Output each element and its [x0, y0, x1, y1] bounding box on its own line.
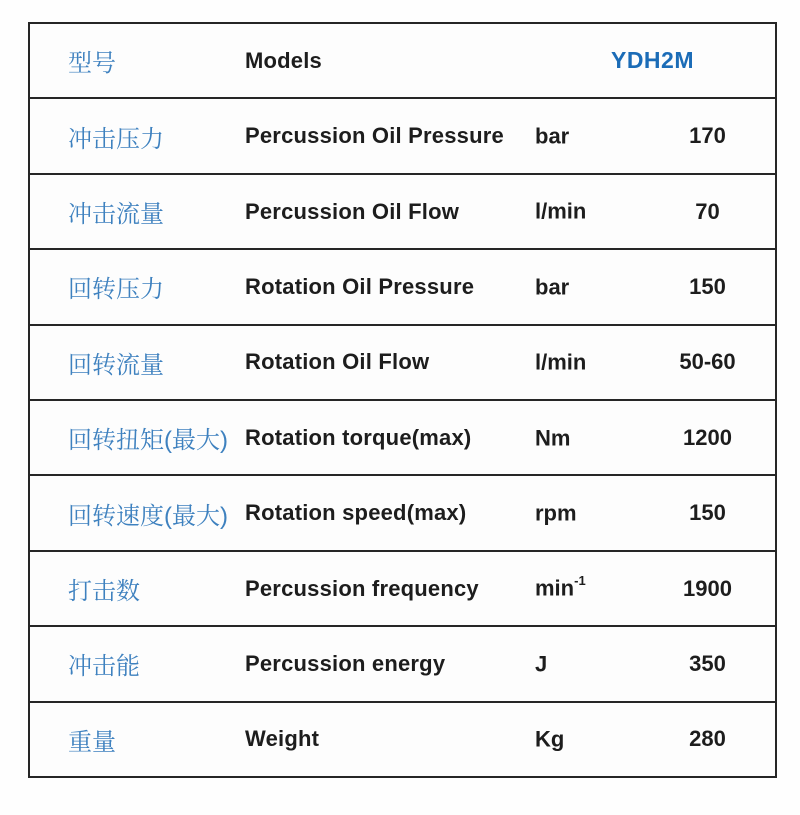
spec-row-weight: [30, 701, 775, 776]
row-value: 50-60: [679, 349, 736, 375]
row-value: 1900: [683, 575, 732, 601]
row-cn-label: 冲击能: [68, 653, 140, 681]
row-cn-label: 打击数: [68, 578, 140, 606]
row-cn-label: 冲击压力: [68, 125, 164, 153]
spec-header-row: [30, 24, 775, 97]
spec-row-percussion-energy: [30, 625, 775, 700]
header-model-value: YDH2M: [610, 47, 694, 74]
spec-row-percussion-frequency: [30, 550, 775, 625]
row-value: 170: [689, 123, 726, 149]
row-value: 70: [695, 198, 720, 224]
spec-row-rotation-oil-pressure: [30, 248, 775, 323]
row-value: 1200: [683, 424, 732, 450]
row-cn-label: 回转压力: [68, 276, 164, 304]
spec-row-percussion-oil-pressure: [30, 97, 775, 172]
row-en-label: Rotation Oil Pressure: [245, 273, 475, 299]
row-en-label: Percussion Oil Pressure: [245, 123, 504, 149]
row-cn-label: 回转流量: [68, 351, 164, 379]
row-unit: l/min: [535, 349, 587, 375]
row-en-label: Rotation speed(max): [245, 500, 467, 526]
spec-row-rotation-oil-flow: [30, 324, 775, 399]
spec-row-rotation-speed-max: [30, 474, 775, 549]
header-cn-label: 型号: [68, 50, 116, 78]
row-en-label: Percussion energy: [245, 650, 446, 676]
row-cn-label: 重量: [68, 728, 116, 756]
row-value: 280: [689, 726, 726, 752]
spec-table: [28, 22, 777, 778]
row-cn-label: 回转速度(最大): [68, 502, 228, 530]
row-unit: Kg: [535, 726, 565, 752]
row-value: 350: [689, 650, 726, 676]
row-unit: $\min^{-1}$: [535, 573, 586, 601]
spec-row-rotation-torque-max: [30, 399, 775, 474]
row-unit: J: [535, 651, 548, 677]
row-en-label: Weight: [245, 726, 320, 752]
row-unit: l/min: [535, 198, 587, 224]
row-unit: bar: [535, 123, 570, 149]
row-en-label: Percussion Oil Flow: [245, 198, 460, 224]
row-cn-label: 回转扭矩(最大): [68, 427, 228, 455]
row-en-label: Rotation torque(max): [245, 424, 472, 450]
row-value: 150: [689, 273, 726, 299]
row-en-label: Percussion frequency: [245, 575, 479, 601]
spec-row-percussion-oil-flow: [30, 173, 775, 248]
row-unit: rpm: [535, 500, 577, 526]
row-unit: bar: [535, 274, 570, 300]
row-unit: Nm: [535, 424, 571, 450]
row-value: 150: [689, 500, 726, 526]
row-en-label: Rotation Oil Flow: [245, 349, 430, 375]
row-cn-label: 冲击流量: [68, 201, 164, 229]
header-en-label: Models: [245, 47, 322, 73]
